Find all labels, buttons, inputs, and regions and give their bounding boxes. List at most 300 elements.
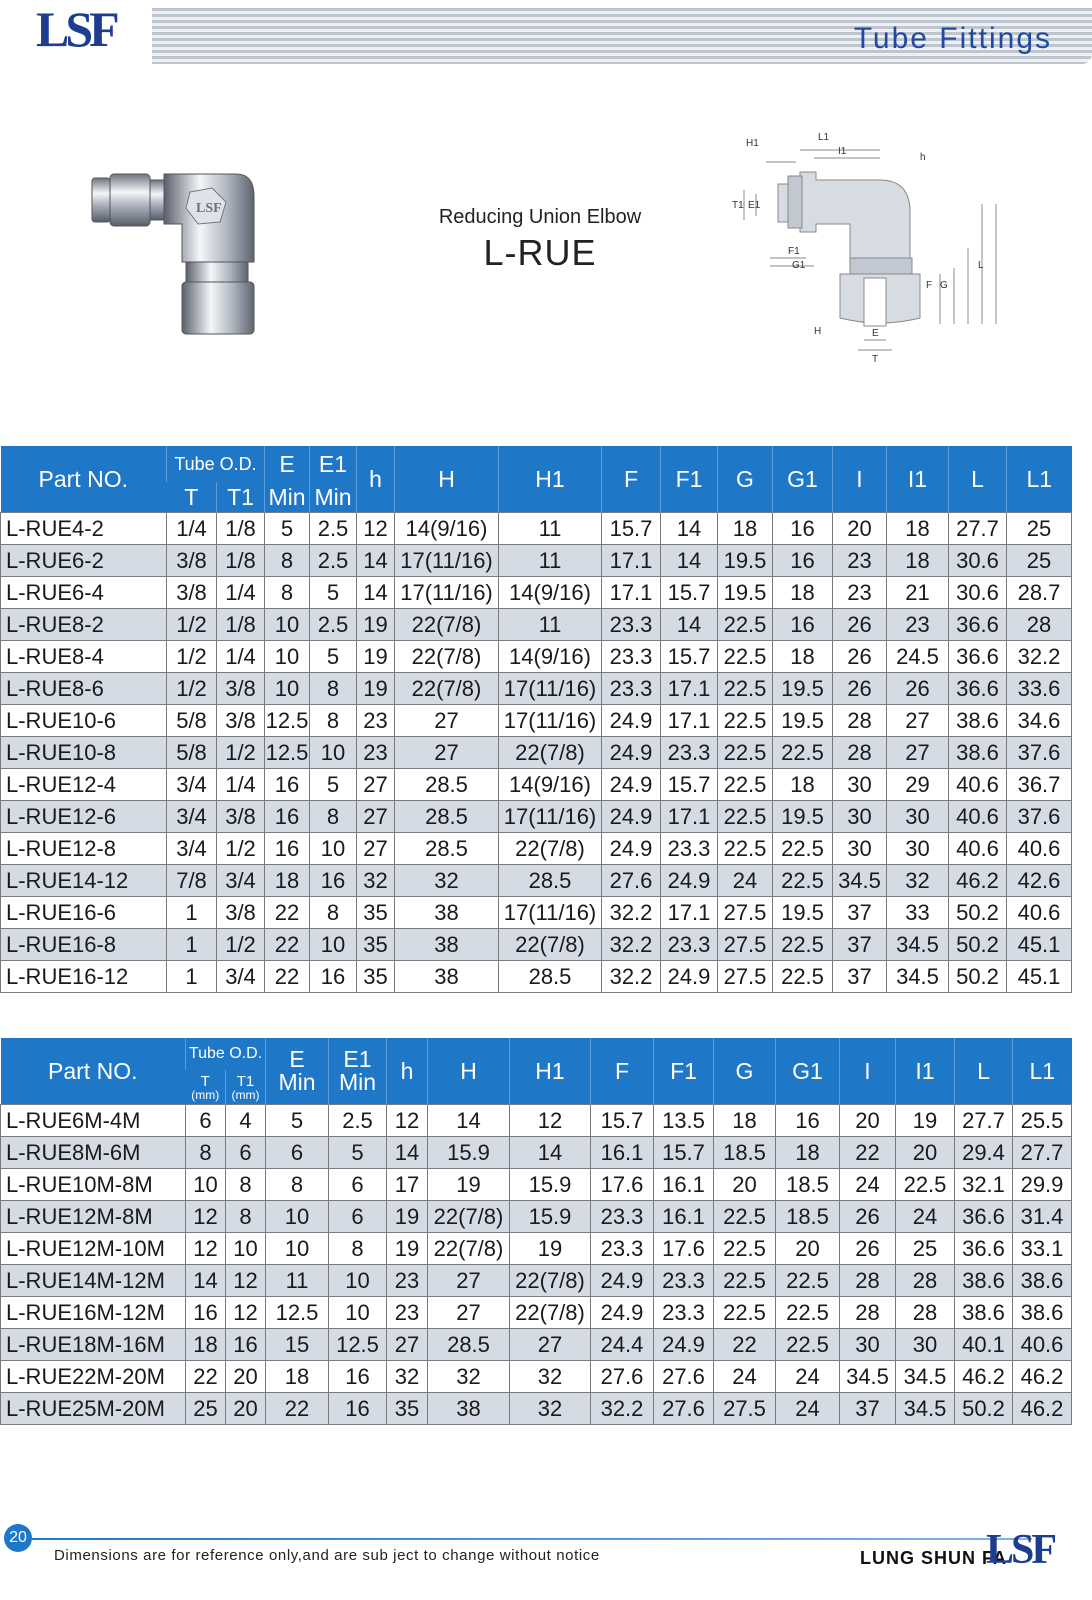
table-cell: 17.1	[661, 897, 718, 929]
table-cell: 14	[510, 1137, 591, 1169]
table-cell: 20	[226, 1393, 266, 1425]
table-cell: 19.5	[773, 897, 833, 929]
col-e-label: E	[289, 1046, 305, 1072]
table-cell: 15.7	[602, 513, 661, 545]
footer-company-name: LUNG SHUN FA	[860, 1548, 1007, 1568]
table-cell: 14	[661, 513, 718, 545]
product-photo	[86, 166, 266, 342]
table-cell: 24	[776, 1361, 840, 1393]
label-H1: H1	[746, 138, 759, 149]
col-e1-label: E1	[343, 1046, 372, 1072]
table-cell: 46.2	[1013, 1361, 1072, 1393]
table-cell: 2.5	[310, 545, 357, 577]
table-cell: 1/4	[217, 577, 265, 609]
table-cell: 19	[896, 1105, 955, 1137]
table-cell: 19.5	[773, 801, 833, 833]
table-cell: 24.9	[661, 865, 718, 897]
part-number-cell: L-RUE16-6	[1, 897, 167, 929]
table-cell: 22.5	[718, 769, 773, 801]
table-cell: 10	[266, 1201, 329, 1233]
table-cell: 28.5	[499, 865, 602, 897]
table-cell: 28	[833, 737, 887, 769]
table-cell: 23.3	[661, 929, 718, 961]
table-cell: 33.1	[1013, 1233, 1072, 1265]
table-cell: 1/8	[217, 609, 265, 641]
table-cell: 22.5	[776, 1297, 840, 1329]
table-cell: 36.6	[949, 673, 1007, 705]
col-F: F	[591, 1038, 654, 1105]
table-cell: 32.2	[591, 1393, 654, 1425]
table-row	[1, 833, 1072, 865]
col-t-label: T	[200, 1072, 210, 1090]
table-row	[1, 961, 1072, 993]
table-cell: 22	[840, 1137, 896, 1169]
table-cell: 34.5	[896, 1393, 955, 1425]
part-number-cell: L-RUE14-12	[1, 865, 167, 897]
table-cell: 26	[840, 1201, 896, 1233]
table-cell: 12	[226, 1297, 266, 1329]
table-cell: 12	[186, 1233, 226, 1265]
table-cell: 28.5	[428, 1329, 510, 1361]
table-cell: 3/4	[217, 865, 265, 897]
table-cell: 23.3	[654, 1297, 714, 1329]
table-cell: 12	[357, 513, 395, 545]
col-part-no: Part NO.	[1, 446, 167, 513]
table-cell: 23	[833, 577, 887, 609]
table-cell: 16	[310, 961, 357, 993]
table-cell: 20	[840, 1105, 896, 1137]
table-cell: 22(7/8)	[499, 737, 602, 769]
col-L: L	[955, 1038, 1013, 1105]
col-t1-unit: (mm)	[231, 1087, 260, 1102]
table-cell: 22(7/8)	[499, 833, 602, 865]
table-cell: 8	[226, 1169, 266, 1201]
part-number-cell: L-RUE22M-20M	[1, 1361, 186, 1393]
table-cell: 22(7/8)	[428, 1233, 510, 1265]
table-row	[1, 1265, 1072, 1297]
table-cell: 10	[266, 1233, 329, 1265]
label-T1: T1	[732, 200, 744, 211]
table-cell: 50.2	[949, 897, 1007, 929]
table-cell: 33.6	[1007, 673, 1072, 705]
table-cell: 3/4	[167, 833, 217, 865]
table-cell: 10	[265, 641, 310, 673]
table-cell: 22.5	[718, 641, 773, 673]
svg-text:LSF: LSF	[196, 201, 222, 216]
col-G1: G1	[776, 1038, 840, 1105]
table-cell: 4	[226, 1105, 266, 1137]
table-cell: 23.3	[602, 641, 661, 673]
table-cell: 10	[329, 1265, 387, 1297]
table-cell: 24	[776, 1393, 840, 1425]
table-cell: 27	[395, 705, 499, 737]
table-cell: 15.7	[661, 577, 718, 609]
table-cell: 16	[226, 1329, 266, 1361]
table-cell: 25	[1007, 513, 1072, 545]
table-cell: 27	[428, 1297, 510, 1329]
col-H: H	[428, 1038, 510, 1105]
table-cell: 27.5	[718, 897, 773, 929]
table-cell: 16	[773, 545, 833, 577]
table-cell: 22(7/8)	[510, 1297, 591, 1329]
table-cell: 28	[896, 1297, 955, 1329]
table-cell: 17.1	[661, 705, 718, 737]
table-cell: 27.6	[591, 1361, 654, 1393]
table-cell: 13.5	[654, 1105, 714, 1137]
table-cell: 31.4	[1013, 1201, 1072, 1233]
table-cell: 37	[833, 961, 887, 993]
table-cell: 22(7/8)	[428, 1201, 510, 1233]
table-row	[1, 705, 1072, 737]
table-cell: 32	[887, 865, 949, 897]
label-L: L	[978, 260, 984, 271]
table-cell: 10	[265, 673, 310, 705]
table-cell: 22.5	[718, 673, 773, 705]
table-cell: 19	[387, 1233, 428, 1265]
table-cell: 24	[840, 1169, 896, 1201]
table-cell: 50.2	[949, 929, 1007, 961]
footer-logo: LSF	[986, 1527, 1055, 1573]
table-cell: 27	[357, 769, 395, 801]
table-row	[1, 513, 1072, 545]
table-cell: 26	[833, 673, 887, 705]
label-G: G	[940, 280, 948, 291]
table-cell: 12	[510, 1105, 591, 1137]
table-cell: 32	[387, 1361, 428, 1393]
table-cell: 22.5	[718, 705, 773, 737]
table-cell: 23	[387, 1297, 428, 1329]
table-cell: 10	[226, 1233, 266, 1265]
part-number-cell: L-RUE6-2	[1, 545, 167, 577]
table-cell: 3/8	[217, 801, 265, 833]
col-H1: H1	[499, 446, 602, 513]
table-cell: 27	[428, 1265, 510, 1297]
table-cell: 50.2	[955, 1393, 1013, 1425]
table-cell: 28	[840, 1297, 896, 1329]
col-tube-od: Tube O.D.	[186, 1038, 266, 1070]
part-number-cell: L-RUE8-2	[1, 609, 167, 641]
table-cell: 33	[887, 897, 949, 929]
table-cell: 1	[167, 897, 217, 929]
table-cell: 1/2	[167, 641, 217, 673]
table-cell: 28	[840, 1265, 896, 1297]
table-cell: 11	[499, 513, 602, 545]
table-row	[1, 1169, 1072, 1201]
table-cell: 17.1	[661, 673, 718, 705]
table-cell: 17.1	[602, 545, 661, 577]
table-cell: 3/8	[167, 577, 217, 609]
col-t1	[226, 1070, 266, 1105]
table-cell: 22.5	[773, 865, 833, 897]
table-cell: 21	[887, 577, 949, 609]
label-H: H	[814, 326, 822, 337]
page-title: Tube Fittings	[853, 22, 1052, 55]
table-cell: 30	[887, 833, 949, 865]
table-cell: 22.5	[718, 609, 773, 641]
table-cell: 24	[714, 1361, 776, 1393]
table-cell: 34.6	[1007, 705, 1072, 737]
table-row	[1, 577, 1072, 609]
table-cell: 25	[186, 1393, 226, 1425]
table-cell: 19.5	[773, 705, 833, 737]
table-cell: 36.6	[949, 609, 1007, 641]
table-cell: 18	[773, 769, 833, 801]
table-cell: 11	[266, 1265, 329, 1297]
table-cell: 10	[329, 1297, 387, 1329]
table-cell: 27.7	[1013, 1137, 1072, 1169]
table-cell: 6	[266, 1137, 329, 1169]
table-cell: 3/4	[167, 801, 217, 833]
table-cell: 8	[266, 1169, 329, 1201]
table-cell: 30.6	[949, 545, 1007, 577]
table-cell: 34.5	[887, 929, 949, 961]
brand-logo: LSF	[36, 1, 116, 57]
table-cell: 8	[329, 1233, 387, 1265]
col-e1-min: Min	[338, 1069, 377, 1095]
table-cell: 19.5	[718, 545, 773, 577]
table-cell: 27	[357, 833, 395, 865]
table-cell: 17(11/16)	[499, 801, 602, 833]
col-t	[186, 1070, 226, 1105]
table-cell: 23.3	[591, 1201, 654, 1233]
part-number-cell: L-RUE6M-4M	[1, 1105, 186, 1137]
table-cell: 5/8	[167, 705, 217, 737]
table-row	[1, 801, 1072, 833]
table-cell: 8	[310, 673, 357, 705]
table-cell: 6	[329, 1169, 387, 1201]
table-cell: 18	[776, 1137, 840, 1169]
table-cell: 38.6	[949, 737, 1007, 769]
table-cell: 8	[310, 801, 357, 833]
table-cell: 18	[266, 1361, 329, 1393]
table-cell: 40.6	[949, 833, 1007, 865]
part-number-cell: L-RUE16-12	[1, 961, 167, 993]
col-F1: F1	[654, 1038, 714, 1105]
table-cell: 27.5	[718, 929, 773, 961]
table-cell: 38.6	[949, 705, 1007, 737]
table-cell: 12	[226, 1265, 266, 1297]
footer-divider	[32, 1538, 1032, 1540]
table-cell: 40.6	[1007, 833, 1072, 865]
table-cell: 27	[887, 737, 949, 769]
table-cell: 11	[499, 545, 602, 577]
table-cell: 37	[833, 929, 887, 961]
table-cell: 1/4	[217, 641, 265, 673]
table-cell: 30	[896, 1329, 955, 1361]
table-cell: 23.3	[661, 833, 718, 865]
table-cell: 16.1	[654, 1169, 714, 1201]
table-cell: 17(11/16)	[499, 705, 602, 737]
table-cell: 22	[265, 897, 310, 929]
table-cell: 32	[510, 1393, 591, 1425]
table-cell: 24.9	[591, 1297, 654, 1329]
dimension-diagram	[730, 128, 1020, 368]
part-number-cell: L-RUE10-6	[1, 705, 167, 737]
table-cell: 15	[266, 1329, 329, 1361]
table-cell: 5	[310, 577, 357, 609]
table-cell: 5	[310, 769, 357, 801]
table-cell: 18	[887, 545, 949, 577]
table-cell: 6	[329, 1201, 387, 1233]
table-cell: 23	[833, 545, 887, 577]
col-e	[266, 1038, 329, 1105]
table-cell: 10	[310, 929, 357, 961]
table-cell: 1/2	[217, 929, 265, 961]
table-cell: 34.5	[833, 865, 887, 897]
table-cell: 16	[776, 1105, 840, 1137]
table-cell: 18.5	[776, 1169, 840, 1201]
table-cell: 23.3	[602, 673, 661, 705]
table-cell: 28.5	[499, 961, 602, 993]
table-cell: 26	[840, 1233, 896, 1265]
table-cell: 42.6	[1007, 865, 1072, 897]
table-cell: 50.2	[949, 961, 1007, 993]
table-cell: 46.2	[955, 1361, 1013, 1393]
table-cell: 15.7	[661, 641, 718, 673]
table-cell: 10	[310, 833, 357, 865]
table-cell: 1/2	[167, 673, 217, 705]
table-cell: 16	[329, 1361, 387, 1393]
table-cell: 19.5	[718, 577, 773, 609]
col-e: E	[265, 446, 310, 482]
table-cell: 23.3	[602, 609, 661, 641]
table-cell: 32	[357, 865, 395, 897]
col-I1: I1	[887, 446, 949, 513]
table-cell: 38	[395, 929, 499, 961]
spec-table-inch-body	[1, 513, 1072, 993]
table-cell: 5	[310, 641, 357, 673]
table-cell: 34.5	[840, 1361, 896, 1393]
table-cell: 1/2	[217, 833, 265, 865]
table-cell: 24.9	[654, 1329, 714, 1361]
table-cell: 3/8	[217, 673, 265, 705]
table-cell: 18	[714, 1105, 776, 1137]
table-cell: 12.5	[265, 705, 310, 737]
table-cell: 6	[186, 1105, 226, 1137]
table-row	[1, 1393, 1072, 1425]
col-G: G	[714, 1038, 776, 1105]
table-cell: 24.9	[602, 833, 661, 865]
part-number-cell: L-RUE18M-16M	[1, 1329, 186, 1361]
table-row	[1, 897, 1072, 929]
table-cell: 1/8	[217, 545, 265, 577]
table-cell: 14	[186, 1265, 226, 1297]
table-cell: 20	[776, 1233, 840, 1265]
table-cell: 20	[896, 1137, 955, 1169]
table-cell: 12.5	[266, 1297, 329, 1329]
table-row	[1, 1105, 1072, 1137]
table-cell: 10	[265, 609, 310, 641]
table-cell: 28	[1007, 609, 1072, 641]
table-cell: 14	[357, 545, 395, 577]
table-cell: 26	[887, 673, 949, 705]
part-number-cell: L-RUE8-4	[1, 641, 167, 673]
table-cell: 30.6	[949, 577, 1007, 609]
table-cell: 19.5	[773, 673, 833, 705]
table-row	[1, 673, 1072, 705]
table-cell: 15.9	[510, 1169, 591, 1201]
col-e-min: Min	[265, 482, 310, 513]
table-cell: 17.6	[654, 1233, 714, 1265]
table-cell: 27.5	[718, 961, 773, 993]
table-cell: 30	[833, 833, 887, 865]
part-number-cell: L-RUE8M-6M	[1, 1137, 186, 1169]
table-cell: 17(11/16)	[395, 577, 499, 609]
col-F1: F1	[661, 446, 718, 513]
table-cell: 30	[840, 1329, 896, 1361]
table-cell: 7/8	[167, 865, 217, 897]
table-cell: 24	[896, 1201, 955, 1233]
table-cell: 30	[833, 801, 887, 833]
part-number-cell: L-RUE12-6	[1, 801, 167, 833]
product-name: Reducing Union Elbow	[438, 206, 642, 228]
table-cell: 27.7	[949, 513, 1007, 545]
table-cell: 45.1	[1007, 961, 1072, 993]
label-E: E	[872, 328, 879, 339]
table-cell: 35	[357, 929, 395, 961]
table-cell: 24.9	[602, 705, 661, 737]
table-cell: 34.5	[887, 961, 949, 993]
table-cell: 22.5	[773, 833, 833, 865]
table-cell: 8	[186, 1137, 226, 1169]
table-cell: 15.7	[661, 769, 718, 801]
table-cell: 27	[395, 737, 499, 769]
table-cell: 27	[887, 705, 949, 737]
table-cell: 16	[310, 865, 357, 897]
part-number-cell: L-RUE10-8	[1, 737, 167, 769]
table-cell: 12.5	[329, 1329, 387, 1361]
table-cell: 35	[357, 897, 395, 929]
table-cell: 24	[718, 865, 773, 897]
table-cell: 22.5	[773, 737, 833, 769]
table-row	[1, 737, 1072, 769]
table-cell: 22	[714, 1329, 776, 1361]
table-row	[1, 1329, 1072, 1361]
table-cell: 38	[395, 961, 499, 993]
table-cell: 20	[226, 1361, 266, 1393]
table-cell: 37	[833, 897, 887, 929]
col-L: L	[949, 446, 1007, 513]
table-cell: 40.6	[949, 801, 1007, 833]
col-I: I	[840, 1038, 896, 1105]
table-row	[1, 1233, 1072, 1265]
label-I1: I1	[838, 146, 847, 157]
table-cell: 26	[833, 609, 887, 641]
table-cell: 22.5	[714, 1265, 776, 1297]
table-cell: 14(9/16)	[395, 513, 499, 545]
table-cell: 2.5	[310, 609, 357, 641]
table-cell: 12	[186, 1201, 226, 1233]
logo-tab	[0, 0, 152, 64]
table-cell: 2.5	[310, 513, 357, 545]
table-cell: 16	[265, 769, 310, 801]
table-cell: 14	[357, 577, 395, 609]
table-cell: 15.7	[591, 1105, 654, 1137]
table-cell: 11	[499, 609, 602, 641]
table-cell: 17	[387, 1169, 428, 1201]
table-cell: 22.5	[776, 1265, 840, 1297]
part-number-cell: L-RUE12-4	[1, 769, 167, 801]
table-cell: 1/2	[217, 737, 265, 769]
table-cell: 16	[773, 609, 833, 641]
label-L1: L1	[818, 132, 830, 143]
table-cell: 45.1	[1007, 929, 1072, 961]
table-cell: 14	[661, 545, 718, 577]
col-F: F	[602, 446, 661, 513]
table-cell: 40.6	[1007, 897, 1072, 929]
col-t-unit: (mm)	[191, 1087, 220, 1102]
footer-disclaimer: Dimensions are for reference only,and are sub ject to change without notice	[54, 1547, 600, 1564]
